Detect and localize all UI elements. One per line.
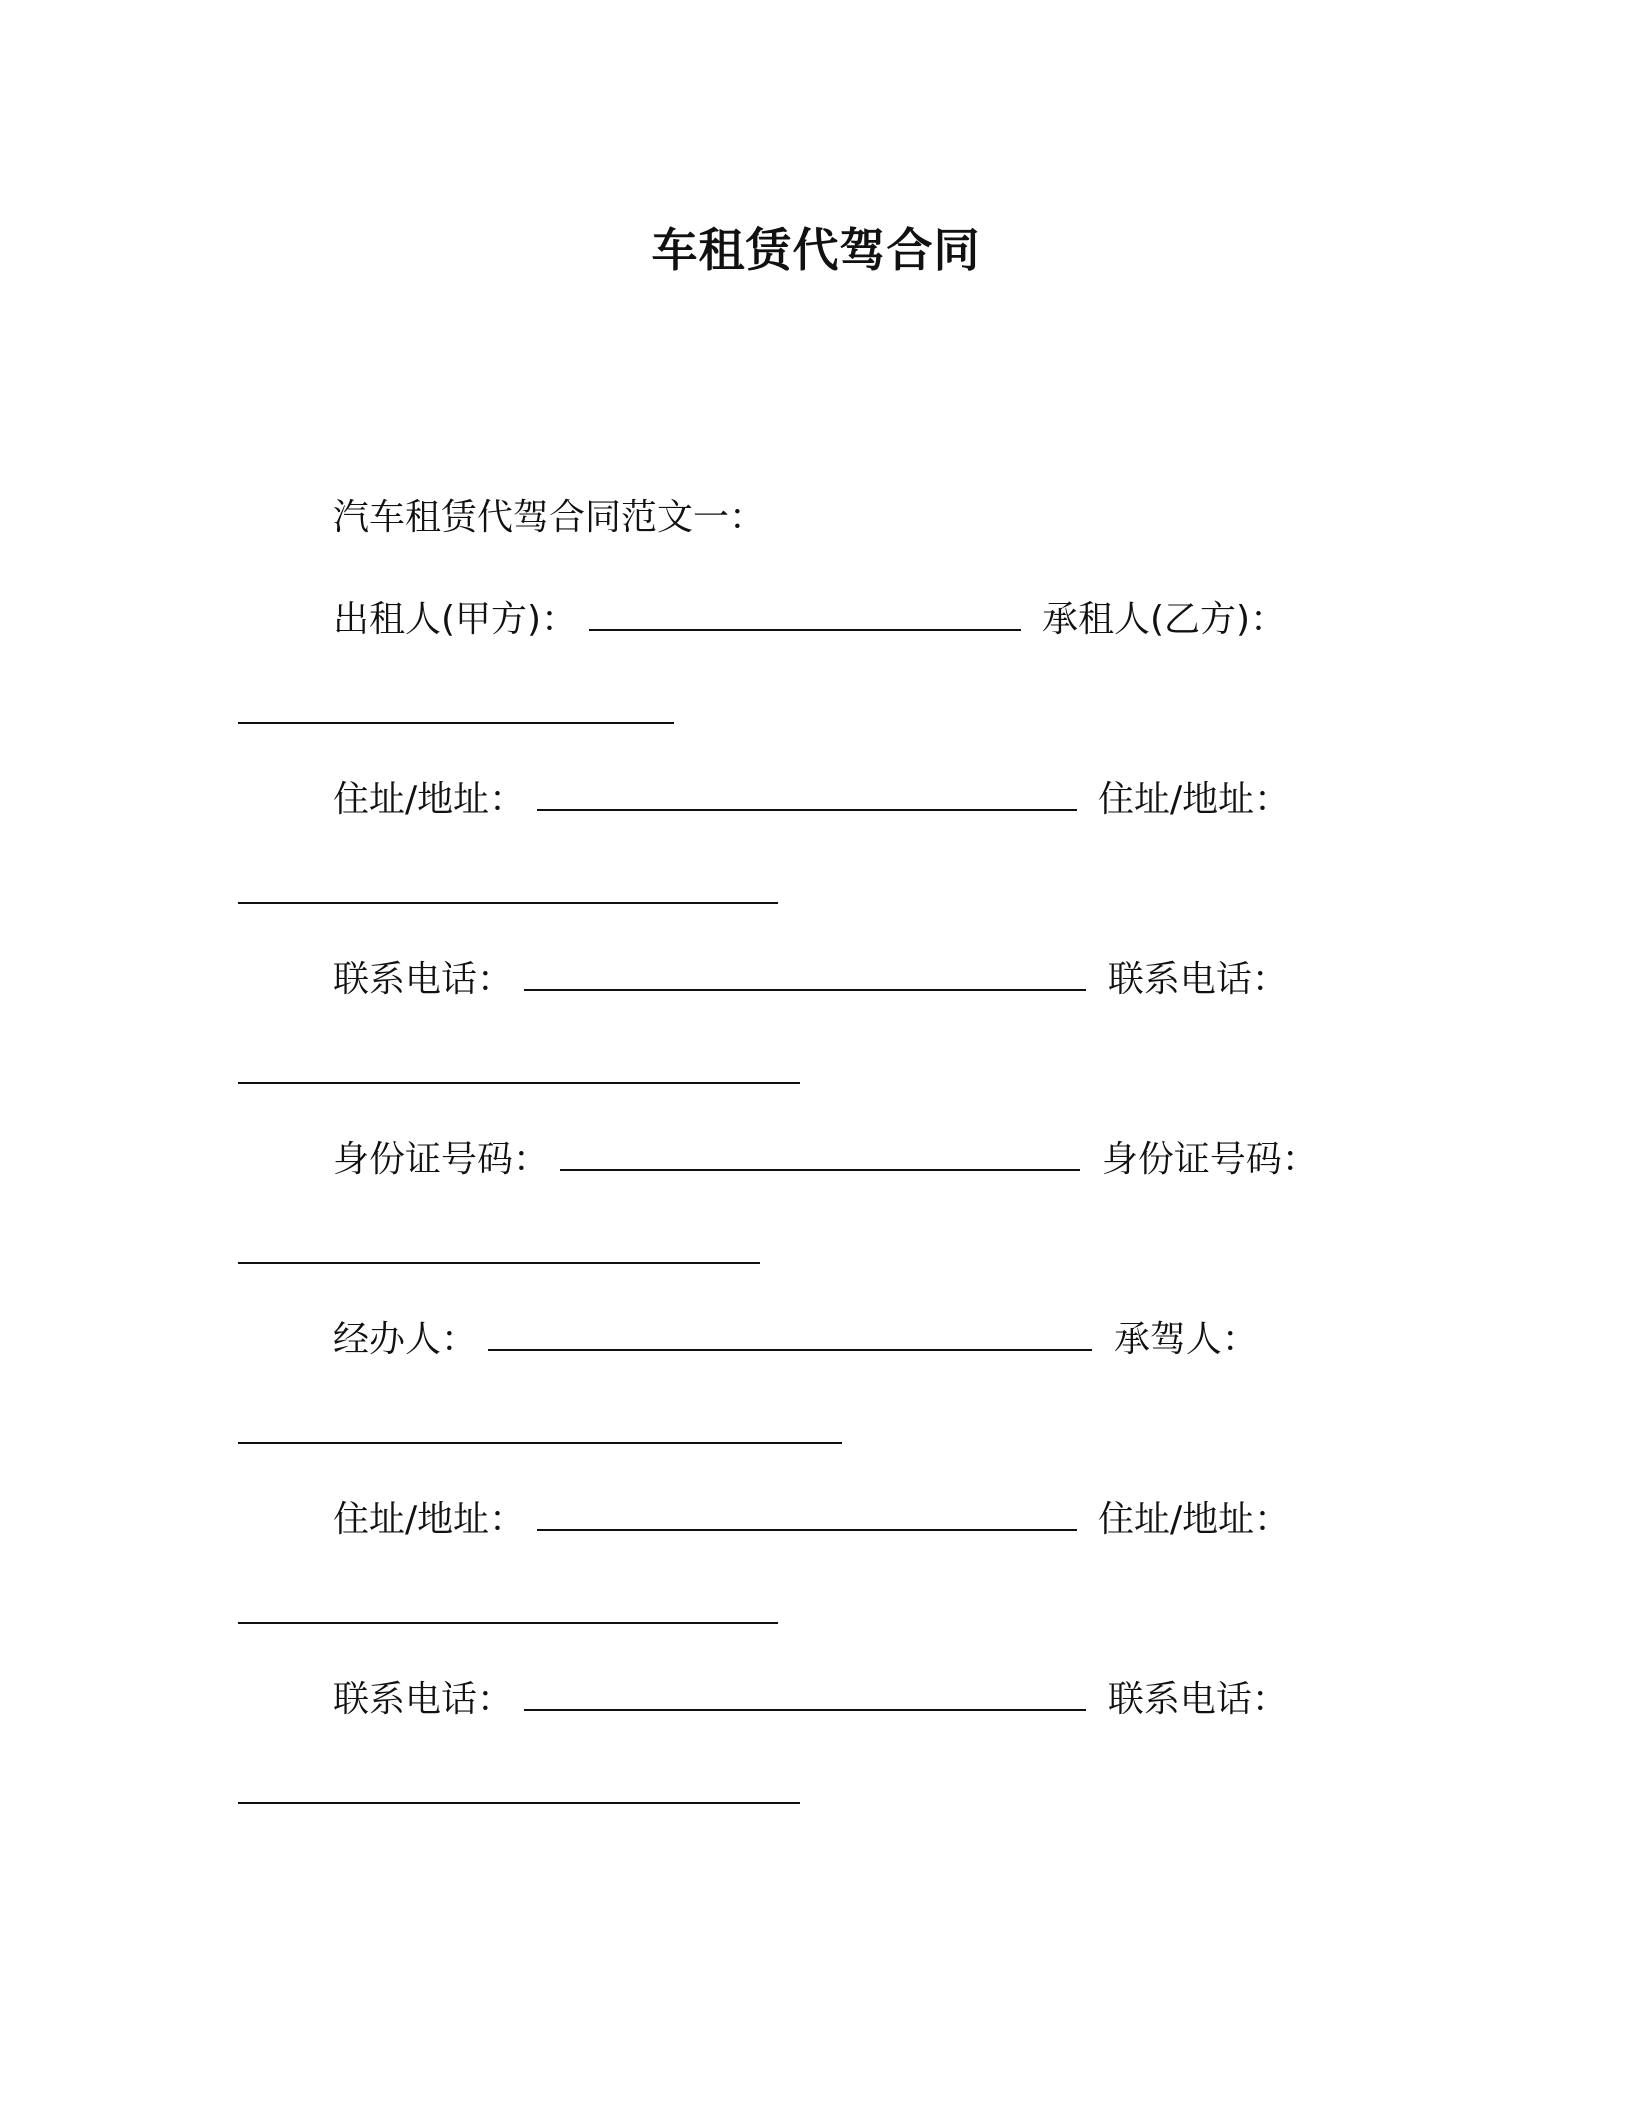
agent-address-label: 住址/地址： bbox=[333, 1499, 526, 1540]
lessee-id-blank[interactable] bbox=[238, 1262, 760, 1264]
lessor-blank[interactable] bbox=[589, 625, 1021, 631]
intro-text: 汽车租赁代驾合同范文一： bbox=[333, 497, 766, 538]
form-row bbox=[333, 598, 1286, 642]
driver-label: 承驾人： bbox=[1113, 1319, 1258, 1360]
driver-address-blank[interactable] bbox=[238, 1622, 778, 1624]
agent-address-blank[interactable] bbox=[537, 1525, 1077, 1531]
lessor-address-blank[interactable] bbox=[537, 805, 1077, 811]
driver-address-label: 住址/地址： bbox=[1098, 1499, 1291, 1540]
form-row bbox=[333, 1498, 1290, 1542]
lessee-phone-label: 联系电话： bbox=[1107, 959, 1288, 1000]
form-row bbox=[333, 1318, 1258, 1362]
page-title: 车租赁代驾合同 bbox=[651, 223, 981, 277]
agent-phone-blank[interactable] bbox=[524, 1705, 1086, 1711]
form-row bbox=[333, 1678, 1288, 1722]
driver-phone-blank[interactable] bbox=[238, 1802, 800, 1804]
agent-phone-label: 联系电话： bbox=[333, 1679, 514, 1720]
lessor-address-label: 住址/地址： bbox=[333, 779, 526, 820]
lessor-id-blank[interactable] bbox=[560, 1165, 1080, 1171]
form-row bbox=[333, 1138, 1318, 1182]
lessor-id-label: 身份证号码： bbox=[333, 1139, 550, 1180]
agent-blank[interactable] bbox=[488, 1345, 1092, 1351]
lessee-phone-blank[interactable] bbox=[238, 1082, 800, 1084]
lessee-id-label: 身份证号码： bbox=[1101, 1139, 1318, 1180]
lessee-label: 承租人(乙方)： bbox=[1042, 599, 1287, 640]
lessor-label: 出租人(甲方)： bbox=[333, 599, 578, 640]
driver-phone-label: 联系电话： bbox=[1107, 1679, 1288, 1720]
lessee-address-blank[interactable] bbox=[238, 902, 778, 904]
form-row bbox=[333, 958, 1288, 1002]
agent-label: 经办人： bbox=[333, 1319, 478, 1360]
driver-blank[interactable] bbox=[238, 1442, 842, 1444]
lessee-address-label: 住址/地址： bbox=[1098, 779, 1291, 820]
form-row bbox=[333, 778, 1290, 822]
lessee-blank[interactable] bbox=[238, 722, 674, 724]
lessor-phone-label: 联系电话： bbox=[333, 959, 514, 1000]
lessor-phone-blank[interactable] bbox=[524, 985, 1086, 991]
